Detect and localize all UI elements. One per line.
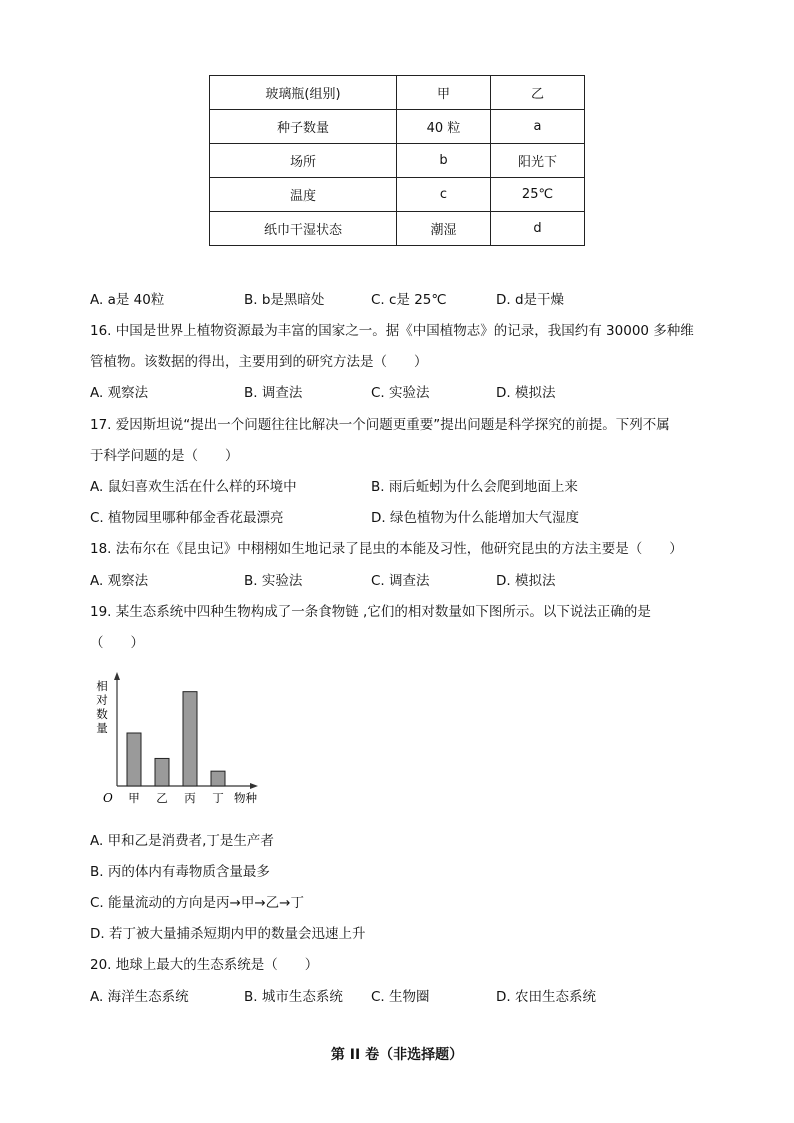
- q16-option-a: A. 观察法: [90, 385, 149, 401]
- table-cell: a: [491, 110, 585, 144]
- x-axis-arrow-icon: [250, 783, 258, 789]
- table-cell: d: [491, 212, 585, 246]
- y-axis-label-char: 量: [96, 721, 108, 735]
- section-title: 第 II 卷（非选择题）: [330, 1047, 464, 1063]
- table-row: [210, 178, 585, 212]
- q20-option-a: A. 海洋生态系统: [90, 989, 189, 1005]
- table-cell: 温度: [210, 178, 397, 212]
- q19-option-b: B. 丙的体内有毒物质含量最多: [90, 864, 270, 880]
- bar-1: [155, 758, 169, 786]
- q15-option-b: B. b是黑暗处: [244, 292, 325, 308]
- y-axis-label-char: 对: [96, 693, 108, 707]
- table-cell: 阳光下: [491, 144, 585, 178]
- x-axis-label: 物种: [234, 791, 257, 805]
- bar-2: [183, 692, 197, 786]
- bar-0: [127, 733, 141, 786]
- q15-option-a: A. a是 40粒: [90, 292, 165, 308]
- q15-option-d: D. d是干燥: [496, 292, 565, 308]
- y-axis-label: [96, 679, 108, 735]
- bars-group: [127, 692, 225, 786]
- table-cell: b: [397, 144, 491, 178]
- q16-stem-line2: 管植物。该数据的得出，主要用到的研究方法是（ ）: [90, 354, 428, 370]
- q19-option-a: A. 甲和乙是消费者,丁是生产者: [90, 833, 274, 849]
- origin-label: O: [103, 791, 113, 805]
- q20-stem: 20. 地球上最大的生态系统是（ ）: [90, 957, 319, 973]
- table-header-row: [210, 76, 585, 110]
- table-cell: 玻璃瓶(组别): [210, 76, 397, 110]
- q20-option-d: D. 农田生态系统: [496, 989, 596, 1005]
- q19-stem-line1: 19. 某生态系统中四种生物构成了一条食物链 ,它们的相对数量如下图所示。以下说法正确的是: [90, 604, 651, 620]
- q17-option-b: B. 雨后蚯蚓为什么会爬到地面上来: [371, 479, 578, 495]
- category-label-1: 乙: [156, 791, 168, 805]
- q19-option-d: D. 若丁被大量捕杀短期内甲的数量会迅速上升: [90, 926, 366, 942]
- q17-stem-line2: 于科学问题的是（ ）: [90, 448, 239, 464]
- q17-option-a: A. 鼠妇喜欢生活在什么样的环境中: [90, 479, 297, 495]
- y-axis-label-char: 相: [96, 679, 108, 693]
- q18-option-c: C. 调查法: [371, 573, 430, 589]
- q18-stem: 18. 法布尔在《昆虫记》中栩栩如生地记录了昆虫的本能及习性，他研究昆虫的方法主要是（ ）: [90, 541, 683, 557]
- q18-option-b: B. 实验法: [244, 573, 303, 589]
- category-label-3: 丁: [212, 791, 224, 805]
- table-cell: 种子数量: [210, 110, 397, 144]
- table-cell: 潮湿: [397, 212, 491, 246]
- table-cell: 场所: [210, 144, 397, 178]
- y-axis-label-char: 数: [96, 707, 108, 721]
- q16-option-d: D. 模拟法: [496, 385, 556, 401]
- q15-option-c: C. c是 25℃: [371, 292, 447, 308]
- table-cell: 25℃: [491, 178, 585, 212]
- table-row: [210, 144, 585, 178]
- q19-stem-line2: （ ）: [90, 635, 144, 651]
- table-row: [210, 110, 585, 144]
- q18-option-a: A. 观察法: [90, 573, 149, 589]
- table-cell: 甲: [397, 76, 491, 110]
- category-label-0: 甲: [128, 791, 140, 805]
- q18-option-d: D. 模拟法: [496, 573, 556, 589]
- table-cell: c: [397, 178, 491, 212]
- q16-option-c: C. 实验法: [371, 385, 430, 401]
- q16-option-b: B. 调查法: [244, 385, 303, 401]
- category-label-2: 丙: [184, 791, 196, 805]
- y-axis-arrow-icon: [114, 672, 120, 680]
- q19-option-c: C. 能量流动的方向是丙→甲→乙→丁: [90, 895, 304, 911]
- experiment-table: [209, 75, 585, 246]
- table-row: [210, 212, 585, 246]
- bar-3: [211, 771, 225, 786]
- table-cell: 纸巾干湿状态: [210, 212, 397, 246]
- species-bar-chart: [90, 668, 270, 810]
- q17-option-d: D. 绿色植物为什么能增加大气湿度: [371, 510, 579, 526]
- q20-option-c: C. 生物圈: [371, 989, 430, 1005]
- q20-option-b: B. 城市生态系统: [244, 989, 343, 1005]
- q17-option-c: C. 植物园里哪种郁金香花最漂亮: [90, 510, 284, 526]
- q16-stem-line1: 16. 中国是世界上植物资源最为丰富的国家之一。据《中国植物志》的记录，我国约有 30000 多种维: [90, 323, 694, 339]
- table-cell: 40 粒: [397, 110, 491, 144]
- q17-stem-line1: 17. 爱因斯坦说“提出一个问题往往比解决一个问题更重要”提出问题是科学探究的前提。下列不属: [90, 417, 670, 433]
- table-cell: 乙: [491, 76, 585, 110]
- category-labels: [128, 791, 224, 805]
